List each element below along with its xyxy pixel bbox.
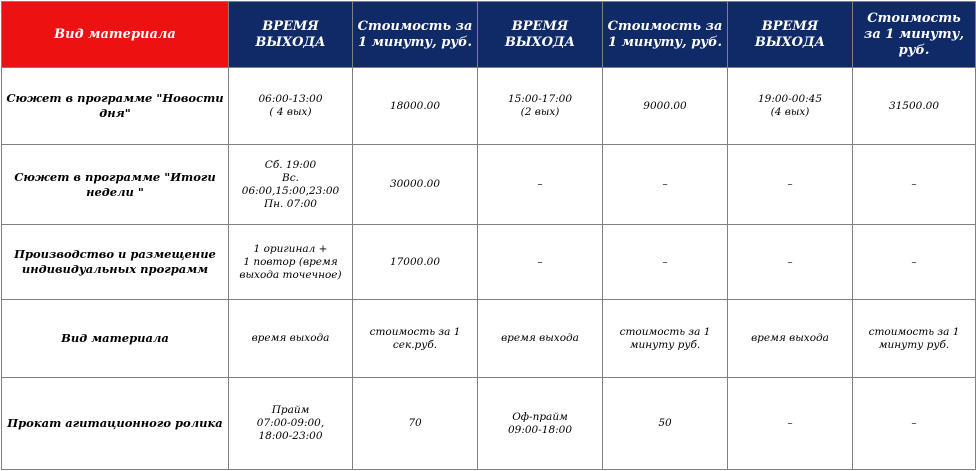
airtime-cell xyxy=(229,68,353,145)
cost-cell: 30000.00 xyxy=(353,145,478,225)
table-row xyxy=(2,225,976,300)
empty-cell: – xyxy=(853,145,976,225)
header-row xyxy=(2,2,976,68)
airtime-cell xyxy=(728,68,853,145)
airtime-cell xyxy=(229,225,353,300)
cell-line: сек.руб. xyxy=(392,338,438,351)
row-label: Прокат агитационного ролика xyxy=(2,378,229,470)
cell-line: 1 повтор (время xyxy=(243,255,338,268)
header-cost-3: Стоимость за 1 минуту, руб. xyxy=(853,2,976,68)
cell-line: ( 4 вых) xyxy=(269,106,312,118)
header-airtime-1: ВРЕМЯ ВЫХОДА xyxy=(229,2,353,68)
cell-line: 19:00-00:45 xyxy=(757,93,823,105)
price-table xyxy=(1,1,976,470)
header-cost-2: Стоимость за 1 минуту, руб. xyxy=(603,2,728,68)
subheader-cell: время выхода xyxy=(229,300,353,378)
cell-line: выхода точечное) xyxy=(239,268,342,281)
table-row xyxy=(2,68,976,145)
airtime-cell xyxy=(478,68,603,145)
empty-cell: – xyxy=(478,225,603,300)
row-label: Вид материала xyxy=(2,300,229,378)
table-row xyxy=(2,145,976,225)
row-label: Сюжет в программе "Итоги недели " xyxy=(2,145,229,225)
airtime-cell xyxy=(229,145,353,225)
row-label: Производство и размещение индивидуальных программ xyxy=(2,225,229,300)
cell-line: стоимость за 1 xyxy=(868,325,960,338)
header-airtime-2: ВРЕМЯ ВЫХОДА xyxy=(478,2,603,68)
empty-cell: – xyxy=(478,145,603,225)
airtime-cell xyxy=(229,378,353,470)
cost-cell: 9000.00 xyxy=(603,68,728,145)
cell-line: минуту руб. xyxy=(629,338,701,351)
empty-cell: – xyxy=(728,378,853,470)
cost-cell: 50 xyxy=(603,378,728,470)
cell-line: Прайм xyxy=(271,404,310,416)
cell-line: 09:00-18:00 xyxy=(507,423,573,436)
cost-cell: 18000.00 xyxy=(353,68,478,145)
table-row xyxy=(2,300,976,378)
empty-cell: – xyxy=(853,378,976,470)
cell-line: (2 вых) xyxy=(520,106,560,118)
cell-line: 18:00-23:00 xyxy=(258,430,323,442)
header-material-type: Вид материала xyxy=(2,2,229,68)
empty-cell: – xyxy=(728,145,853,225)
cell-line: Оф-прайм xyxy=(512,410,568,423)
empty-cell: – xyxy=(728,225,853,300)
table-row xyxy=(2,378,976,470)
header-cost-1: Стоимость за 1 минуту, руб. xyxy=(353,2,478,68)
subheader-cell: время выхода xyxy=(478,300,603,378)
cell-line: Сб. 19:00 xyxy=(264,158,317,171)
cell-line: 07:00-09:00, xyxy=(256,417,325,429)
cost-cell: 17000.00 xyxy=(353,225,478,300)
cell-line: стоимость за 1 xyxy=(369,325,461,338)
header-airtime-3: ВРЕМЯ ВЫХОДА xyxy=(728,2,853,68)
empty-cell: – xyxy=(603,225,728,300)
cell-line: (4 вых) xyxy=(770,106,810,118)
cell-line: минуту руб. xyxy=(878,338,950,351)
subheader-cell xyxy=(603,300,728,378)
subheader-cell xyxy=(353,300,478,378)
cell-line: Вс. 06:00,15:00,23:00 xyxy=(241,171,340,197)
cost-cell: 31500.00 xyxy=(853,68,976,145)
cost-cell: 70 xyxy=(353,378,478,470)
cell-line: 06:00-13:00 xyxy=(258,93,323,105)
cell-line: 15:00-17:00 xyxy=(507,93,573,105)
empty-cell: – xyxy=(603,145,728,225)
subheader-cell xyxy=(853,300,976,378)
empty-cell: – xyxy=(853,225,976,300)
cell-line: Пн. 07:00 xyxy=(263,197,317,210)
cell-line: стоимость за 1 xyxy=(619,325,711,338)
subheader-cell: время выхода xyxy=(728,300,853,378)
row-label: Сюжет в программе "Новости дня" xyxy=(2,68,229,145)
cell-line: 1 оригинал + xyxy=(253,242,328,255)
airtime-cell xyxy=(478,378,603,470)
